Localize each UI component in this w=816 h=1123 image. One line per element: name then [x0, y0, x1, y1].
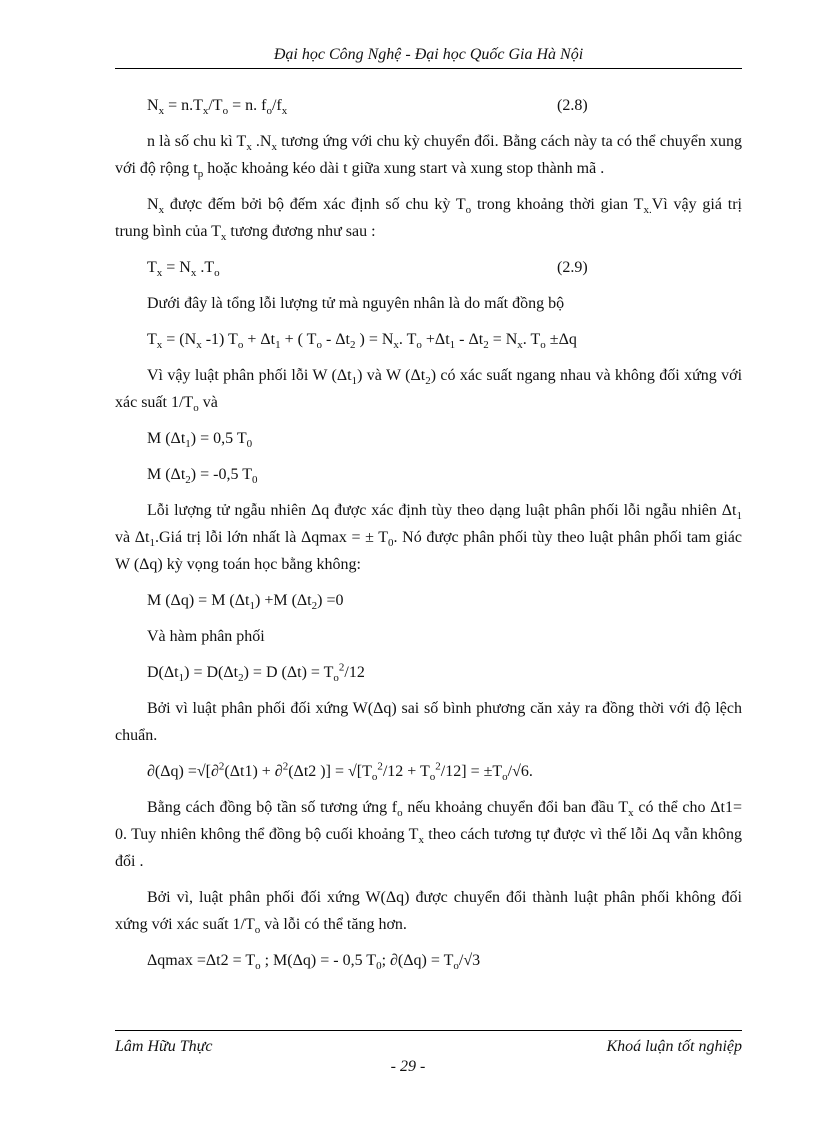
- paragraph: Bởi vì, luật phân phối đối xứng W(Δq) được chuyển đổi thành luật phân phối không đối xứng với xác suất $1/T_o$ và lỗi có thể tăng hơn.: [115, 889, 742, 937]
- equation-2-9: $T_x = N_x$ $.T_o$ (2.9): [115, 254, 742, 281]
- equation-2-8: $N_x = n.T_x/T_o = n$. $f_o/f_x$ (2.8): [115, 92, 742, 119]
- equation: M $(\Delta t_1) = 0,5$ $T_0$: [147, 430, 253, 451]
- page-header: Đại học Công Nghệ - Đại học Quốc Gia Hà Nội: [273, 46, 584, 63]
- footer-author: Lâm Hữu Thực: [115, 1038, 213, 1055]
- equation: M $(\Delta t_2) = -0,5$ $T_0$: [147, 466, 258, 487]
- equation-number: (2.9): [557, 259, 588, 276]
- paragraph: Vì vậy luật phân phối lỗi W $(\Delta t_1)$ và W $(\Delta t_2)$ có xác suất ngang nhau và không đối xứng với xác suất $1/T_o$ và: [115, 367, 743, 415]
- paragraph: $N_x$ được đếm bởi bộ đếm xác định số chu kỳ $T_o$ trong khoảng thời gian $T_{x.}Vì$ vậy giá trị trung bình của $T_x$ tương đương như sau :: [115, 196, 742, 244]
- equation: ∂(Δq) =√[∂$^2$(Δt1) + ∂$^2$(Δt2 )] = $√[T_o^2/12 + T_o^2/12] = \pm T_o/√6$.: [147, 760, 533, 784]
- header-rule: [115, 68, 742, 69]
- paragraph: Lỗi lượng tử ngẫu nhiên Δq được xác định tùy theo dạng luật phân phối lỗi ngẫu nhiên $\Delta t_1$ và $\Delta t_1.Giá$ trị lỗi lớn nhất là Δqmax = ± $T_0$. Nó được phân phối tùy theo luật phân phối tam giác W (Δq) kỳ vọng toán học bằng không:: [115, 502, 743, 573]
- equation: $D(\Delta t_1) = D(\Delta t_2) = D$ $(\Delta t) = T_o^2/12$: [147, 661, 365, 685]
- document-body: [115, 92, 742, 983]
- equation: $T_x = (N_x$ -1) $T_o + \Delta t_1$ + ( $T_o - \Delta t_2$ ) = $N_x$. $T_o +\Delta t_1 - \Delta t_2 = N_x$. $T_o \pm\Delta q$: [147, 331, 577, 352]
- paragraph: n là số chu kì $T_x$ $.N_x$ tương ứng với chu kỳ chuyển đổi. Bằng cách này ta có thể chuyển xung với độ rộng $t_p$ hoặc khoảng kéo dài t giữa xung start và xung stop thành mã .: [115, 133, 743, 181]
- paragraph: Và hàm phân phối: [147, 628, 265, 645]
- page-number: - 29 -: [390, 1058, 426, 1075]
- paragraph: Dưới đây là tổng lỗi lượng tử mà nguyên nhân là do mất đồng bộ: [147, 295, 565, 312]
- equation: $\Delta qmax =\Delta t2 = T_o$ ; M(Δq) = - 0,5 $T_0$; $\partial(\Delta q) = T_o/√3$: [147, 952, 481, 973]
- equation-number: (2.8): [557, 97, 588, 114]
- footer-doc-type: Khoá luận tốt nghiệp: [606, 1038, 742, 1055]
- paragraph: Bởi vì luật phân phối đối xứng W(Δq) sai số bình phương căn xảy ra đồng thời với độ lệch chuẩn.: [115, 700, 742, 744]
- equation: M (Δq) = M $(\Delta t_1) +M$ $(\Delta t_2) =0$: [147, 592, 344, 613]
- footer-rule: [115, 1030, 742, 1031]
- paragraph: Bằng cách đồng bộ tần số tương ứng $f_o$ nếu khoảng chuyển đổi ban đầu $T_x$ có thể cho Δt1= 0. Tuy nhiên không thể đồng bộ cuối khoảng $T_x$ theo cách tương tự được vì thế lỗi Δq vẫn không đổi .: [115, 799, 742, 870]
